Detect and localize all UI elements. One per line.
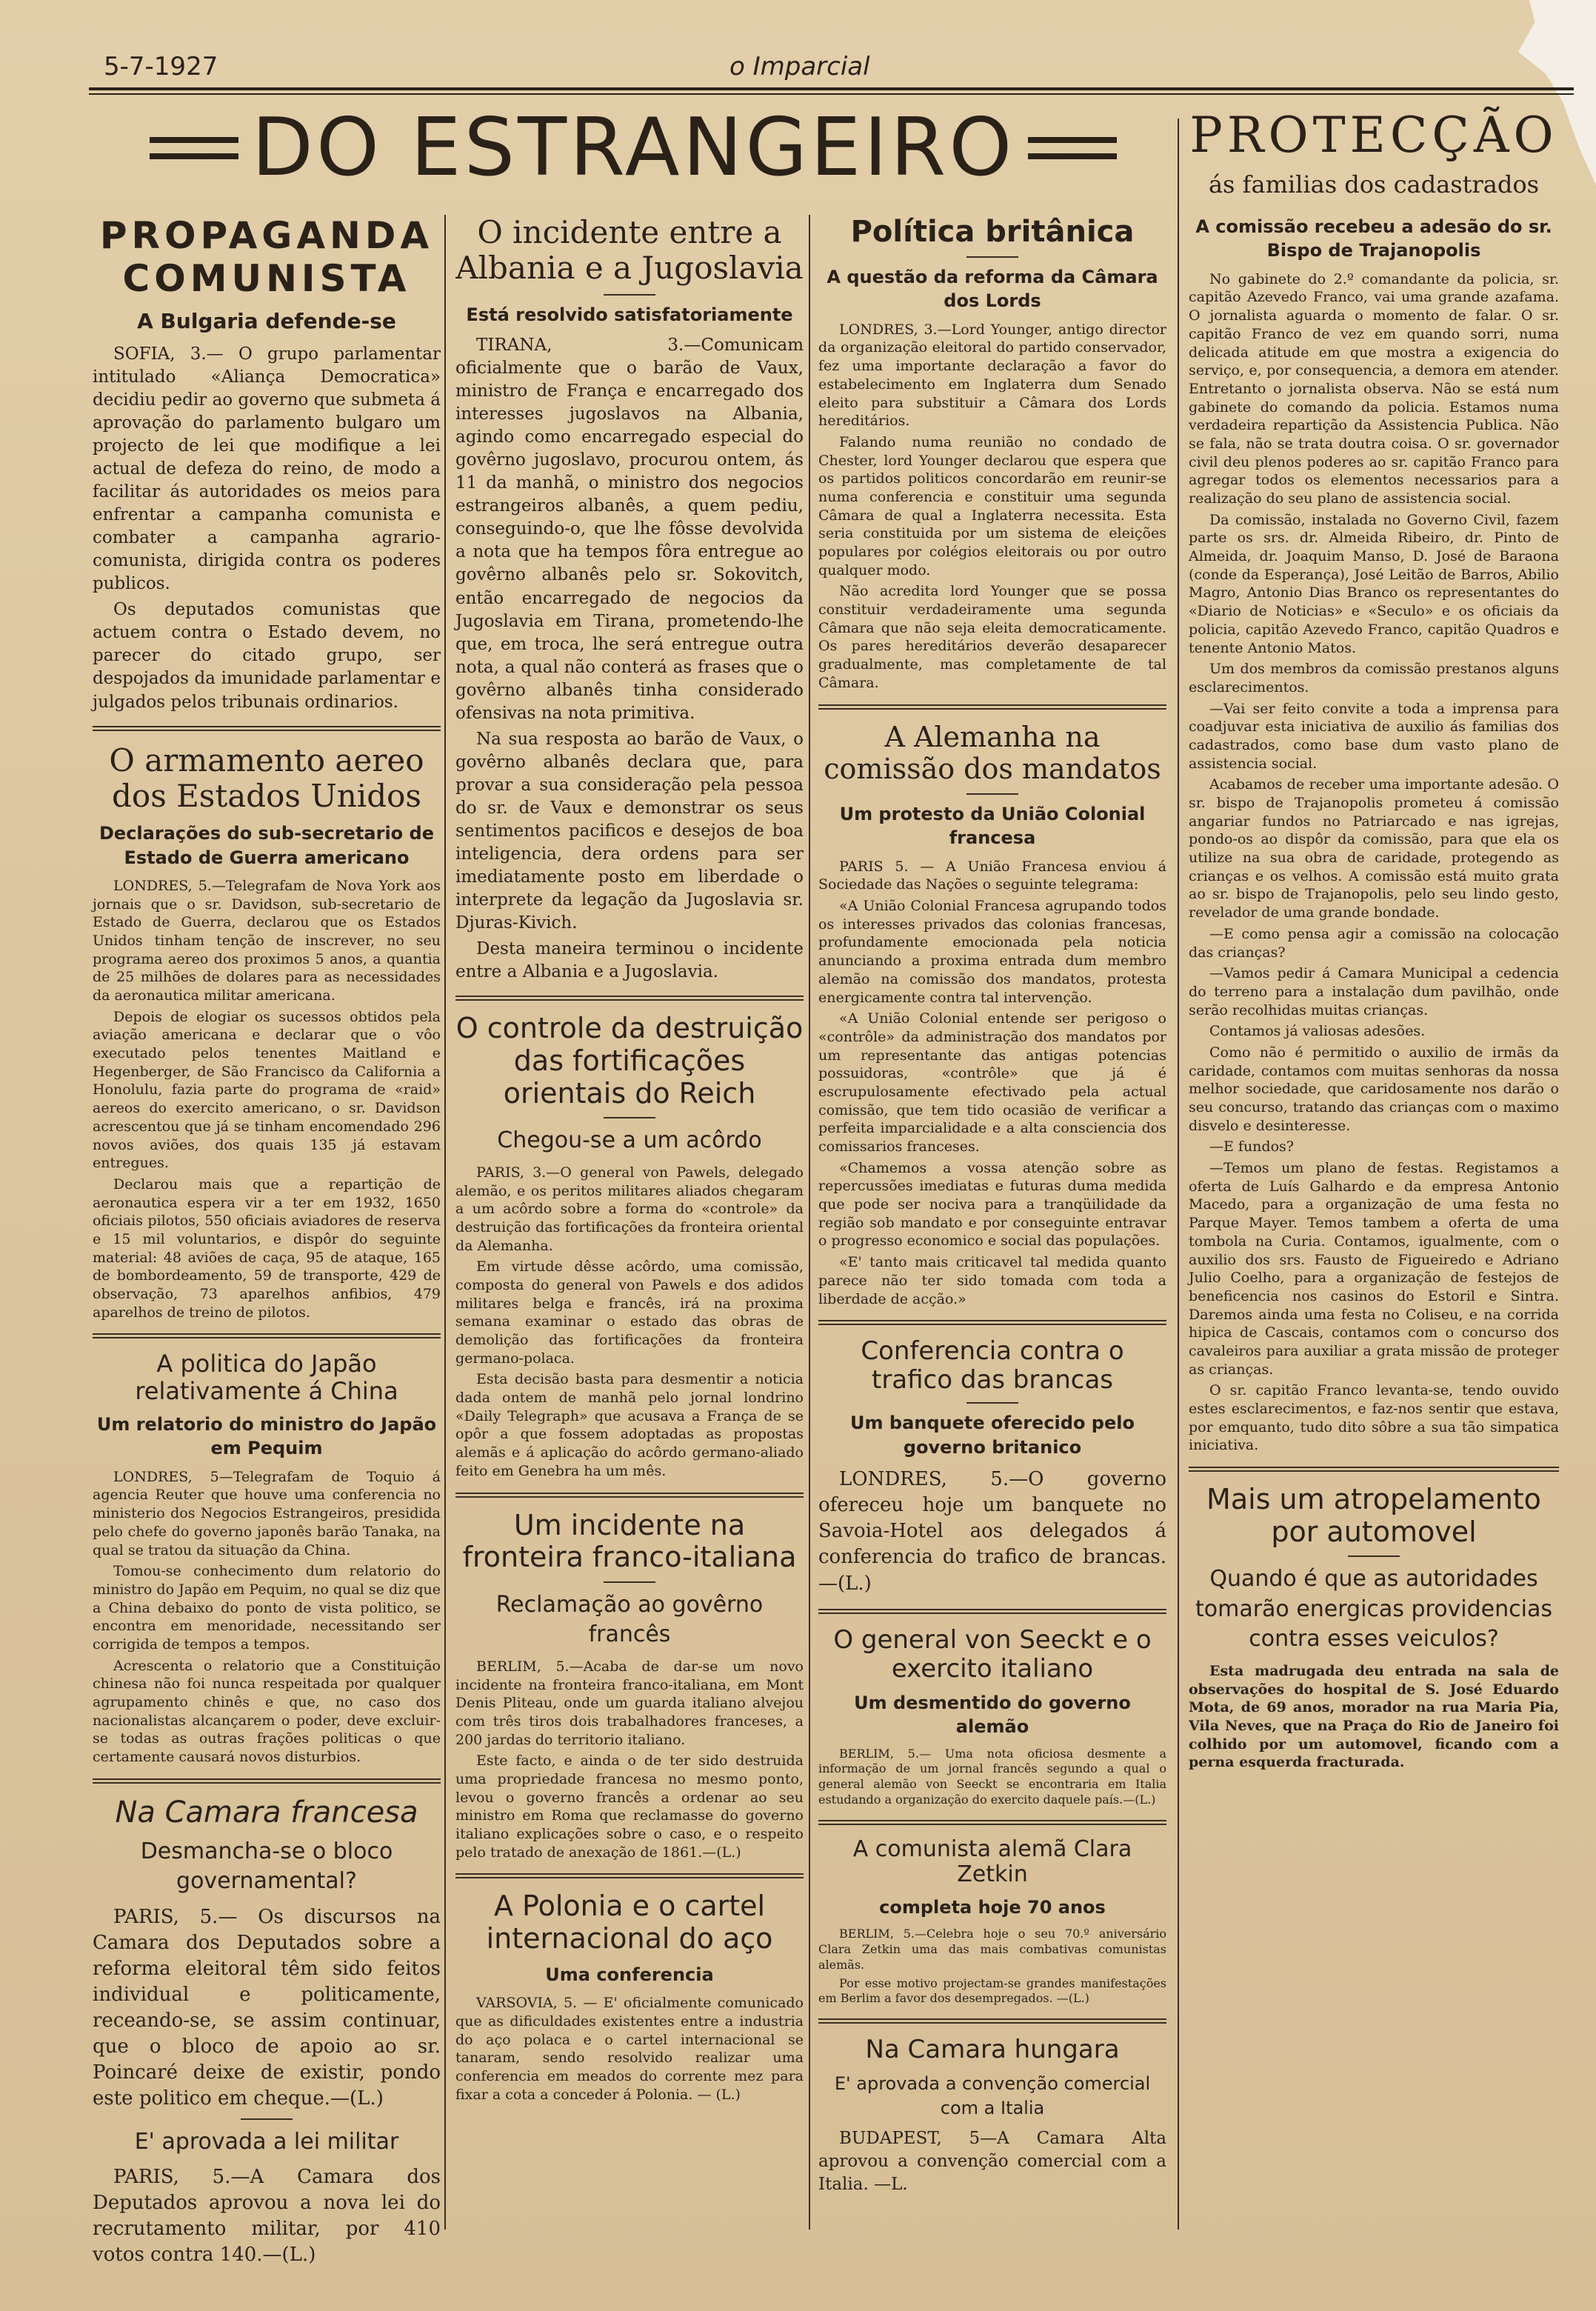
article-headline: A Polonia e o cartel internacional do aço: [486, 1890, 773, 1955]
column-rule: [809, 215, 810, 2230]
article-subheadline: Uma conferencia: [545, 1964, 714, 1985]
article-paragraph: «E' tanto mais criticavel tal medida quanto parece não ter sido tomada com toda a liberdade de acção.»: [818, 1254, 1166, 1307]
article-paragraph: TIRANA, 3.—Comunicam oficialmente que o barão de Vaux, ministro de França e encarregado dos interesses jugoslavos na Albania, agindo como encarregado especial do govêrno jugoslavo, procurou ontem, ás 11 da manhã, o ministro dos negocios estrangeiros albanês, a quem pediu, conseguindo-o, que lhe fôsse devolvida a nota que ha tempos fôra entregue ao govêrno albanês pelo sr. Sokovitch, então encarregado de negocios da Jugoslavia em Tirana, prometendo-lhe que, em troca, lhe será entregue outra nota, a qual não conterá as frases que o govêrno albanês tinha considerado ofensivas na nota primitiva.: [455, 335, 804, 723]
article-divider: [455, 1873, 804, 1878]
article-paragraph: —Temos um plano de festas. Registamos a oferta de Luís Galhardo e da empresa Antonio Macedo, para a organização de uma festa no Parque Mayer. Temos tambem a oferta de uma tombola na Curia. Contamos, igualmente, com o auxilio dos srs. Fausto de Figueiredo e Adriano Julio Coelho, para a organização de festejos de beneficencia nos casinos do Estoril e Sintra. Daremos ainda uma festa no Coliseu, e na corrida hipica de Cascais, contamos com o concurso dos cavaleiros para auxiliar a grata missão de proteger as crianças.: [1189, 1160, 1559, 1378]
article-paragraph: Tomou-se conhecimento dum relatorio do ministro do Japão em Pequim, no qual se diz que a China debaixo do ponto de vista politico, se encontra em menoridade, necessitando ser corrigida de tempos a tempos.: [93, 1563, 441, 1653]
protection-title: PROTECÇÃO: [1189, 107, 1558, 164]
protection-banner: [1189, 107, 1559, 199]
article-subheadline: Um banquete oferecido pelo governo britanico: [850, 1413, 1135, 1458]
article-paragraph: Este facto, e ainda o de ter sido destruida uma propriedade francesa no mesmo ponto, levou o governo francês a ordenar ao seu ministro em Roma que reclamasse do governo italiano explicações sobre o caso, e o respeito pelo tratado de anexação de 1861.—(L.): [455, 1753, 804, 1861]
article-paragraph: Contamos já valiosas adesões.: [1209, 1023, 1426, 1040]
article-headline: A comunista alemã Clara Zetkin: [852, 1835, 1132, 1888]
article-headline: Conferencia contra o trafico das brancas: [861, 1336, 1124, 1395]
article-paragraph: PARIS, 5.—A Camara dos Deputados aprovou a nova lei do recrutamento militar, por 410 votos contra 140.—(L.): [93, 2166, 441, 2267]
article-paragraph: PARIS 5. — A União Francesa enviou á Sociedade das Nações o seguinte telegrama:: [818, 858, 1166, 893]
article-divider: [604, 1117, 655, 1118]
article-subheadline: Um protesto da União Colonial francesa: [839, 803, 1146, 849]
article-headline: Na Camara hungara: [865, 2035, 1120, 2065]
article-paragraph: Na sua resposta ao barão de Vaux, o govêrno albanês declara que, para provar a sua consideração pela pessoa do sr. de Vaux e demonstrar os seus sentimentos pacificos e desejos de boa inteligencia, dera ordens para ser imediatamente posto em liberdade o interprete da legação da Jugoslavia sr. Djuras-Kivich.: [455, 729, 804, 933]
column-3: [818, 215, 1166, 2199]
article-divider: [966, 256, 1018, 258]
article-paragraph: Declarou mais que a repartição de aeronautica espera vir a ter em 1932, 1650 oficiais pilotos, 550 oficiais aviadores de reserva e 15 mil voluntarios, e dispôr do seguinte material: 48 aviões de caça, 95 de ataque, 165 de bombordeamento, 59 de transporte, 429 de observação, 73 aparelhos anfibios, 479 aparelhos de treino de pilotos.: [93, 1175, 441, 1321]
article-paragraph: Em virtude dêsse acôrdo, uma comissão, composta do general von Pawels e dos adidos militares belga e francês, irá na proxima semana examinar o estado das obras de demolição das fortificações da fronteira germano-polaca.: [455, 1258, 804, 1367]
article-paragraph: Desta maneira terminou o incidente entre a Albania e a Jugoslavia.: [455, 939, 804, 982]
article-divider: [1348, 1555, 1400, 1557]
article-paragraph: Esta decisão basta para desmentir a noticia dada ontem de manhã pelo jornal londrino «Daily Telegraph» que acusava a França de se opôr a que fossem adoptadas as propostas alemãs e á aplicação do acôrdo germano-aliado feito em Genebra ha um mês.: [455, 1371, 804, 1479]
header-rule: [89, 87, 1574, 90]
article-divider: [818, 1820, 1166, 1825]
article-headline: Um incidente na fronteira franco-italiana: [462, 1508, 797, 1574]
article-paragraph: BUDAPEST, 5—A Camara Alta aprovou a convenção comercial com a Italia. —L.: [818, 2129, 1166, 2195]
header-rule-thin: [89, 93, 1574, 95]
article-paragraph: Como não é permitido o auxilio de irmãs da caridade, contamos com muitas senhoras da nossa melhor sociedade, que caridosamente nos darão o seu concurso, tratando das crianças com o maximo disvelo e desinteresse.: [1189, 1044, 1559, 1134]
column-rule: [1178, 119, 1179, 2230]
article-divider: [1189, 1467, 1559, 1472]
article-divider: [93, 1778, 441, 1784]
article-paragraph: Um dos membros da comissão prestanos alguns esclarecimentos.: [1189, 661, 1559, 696]
article-paragraph: Depois de elogiar os sucessos obtidos pela aviação americana e declarar que o vôo executado pelos tenentes Maitland e Hegenberger, de São Francisco da California a Honolulu, fazia parte do programa de «raid» aereos do exercito americano, o sr. Davidson acrescentou que já se tinham encomendado 296 novos aviões, dos quais 135 já estavam entregues.: [93, 1008, 441, 1172]
article-paragraph: SOFIA, 3.— O grupo parlamentar intitulado «Aliança Democratica» decidiu pedir ao governo que submeta á aprovação do parlamento bulgaro um projecto de lei que modifique a lei actual de defeza do reino, de modo a facilitar ás autoridades os meios para enfrentar a campanha comunista e combater a campanha agrario-comunista, dirigida contra os poderes publicos.: [93, 344, 441, 594]
banner-ornament-left: [150, 137, 238, 159]
article-headline: E' aprovada a lei militar: [134, 2128, 399, 2155]
article-paragraph: —E como pensa agir a comissão na colocação das crianças?: [1189, 925, 1559, 961]
banner-ornament-right: [1028, 137, 1117, 159]
article-paragraph: Por esse motivo projectam-se grandes manifestações em Berlim a favor dos desempregados. —(L.): [818, 1975, 1166, 2006]
column-rule: [444, 215, 446, 2230]
article-divider: [93, 1333, 441, 1338]
article-paragraph: Acrescenta o relatorio que a Constituição chinesa não foi nunca respeitada por qualquer agrupamento chinês e que, no caso dos nacionalistas alcançarem o poder, deve excluir-se todas as outras frações politicas o que certamente causará novos disturbios.: [93, 1657, 441, 1766]
article-paragraph: Acabamos de receber uma importante adesão. O sr. bispo de Trajanopolis prometeu á comissão angariar fundos no Patriarcado e nas igrejas, pondo-os ao dispôr da comissão, para que ela os utilize na sua obra de caridade, protegendo as crianças e os velhos. A comissão está muito grata ao sr. bispo de Trajanopolis, pelo seu lindo gesto, revelador de uma grande bondade.: [1189, 776, 1559, 921]
article-paragraph: Falando numa reunião no condado de Chester, lord Younger declarou que espera que os partidos politicos concordarão em reunir-se numa conferencia e constituir uma segunda Câmara de qual a Inglaterra necessita. Esta seria constituida por um sistema de eleições populares por colégios eleitorais ou por outro qualquer modo.: [818, 433, 1166, 578]
article-headline: O incidente entre a Albania e a Jugoslavia: [455, 214, 804, 287]
article-subheadline: Um relatorio do ministro do Japão em Pequim: [96, 1414, 437, 1459]
article-subheadline: completa hoje 70 anos: [879, 1896, 1106, 1918]
article-paragraph: —Vamos pedir á Camara Municipal a cedencia do terreno para a instalação dum pavilhão, onde serão recolhidas muitas crianças.: [1189, 965, 1559, 1018]
article-paragraph: Esta madrugada deu entrada na sala de observações do hospital de S. José Eduardo Mota, de 69 anos, morador na rua Maria Pia, Vila Neves, que na Praça do Rio de Janeiro foi colhido por um automovel, ficando com a perna esquerda fracturada.: [1189, 1662, 1559, 1771]
article-subheadline: Declarações do sub-secretario de Estado de Guerra americano: [99, 823, 434, 868]
article-divider: [604, 294, 655, 296]
article-paragraph: No gabinete do 2.º comandante da policia, sr. capitão Azevedo Franco, vai uma grande azafama. O jornalista aguarda o momento de falar. O sr. capitão Franco de vez em quando sorri, numa delicada atitude em que mostra a exigencia do serviço, e, por consequencia, a demora em atender. Entretanto o jornalista observa. Não se está num gabinete do comando da policia. Estamos numa verdadeira repartição da Assistencia Publica. Não se fala, não se trata doutra coisa. O sr. governador civil deu plenos poderes ao sr. capitão Franco para agregar todos os elementos necessarios para a realização do seu plano de assistencia social.: [1189, 270, 1559, 507]
article-paragraph: VARSOVIA, 5. — E' oficialmente comunicado que as dificuldades existentes entre a industria do aço polaca e o cartel internacional se tanaram, sendo resolvido realizar uma conferencia em meados do corrente mez para fixar a cota a conceder á Polonia. — (L.): [455, 1995, 804, 2103]
article-headline: PROPAGANDA COMUNISTA: [99, 214, 434, 300]
issue-date: 5-7-1927: [104, 52, 218, 81]
article-headline: Política britânica: [850, 215, 1135, 249]
article-paragraph: «A União Colonial entende ser perigoso o «contrôle» da administração dos mandatos por um representante das antigas potencias possuidoras, «contrôle» que já é escrupulosamente efectivado pela actual comissão, que tem tido ocasião de verificar a perfeita imparcialidade e a alta consciencia dos comissarios franceses.: [818, 1010, 1166, 1155]
article-subheadline: Quando é que as autoridades tomarão energicas providencias contra esses veiculos?: [1195, 1566, 1552, 1653]
column-1: [93, 215, 441, 2271]
article-subheadline: Desmancha-se o bloco governamental?: [140, 1838, 393, 1895]
article-divider: [241, 2118, 293, 2120]
article-paragraph: Da comissão, instalada no Governo Civil, fazem parte os srs. dr. Almeida Ribeiro, dr. Pinto de Almeida, dr. Joaquim Manso, D. José de Baraona (conde da Esperança), José Leitão de Barros, Abilio Magro, Antonio Dias Branco os representantes do «Diario de Noticias» e «Seculo» e os oficiais da policia, capitão Azevedo Franco, capitão Quadros e tenente Antonio Matos.: [1189, 511, 1559, 656]
column-4: [1189, 215, 1559, 1775]
article-headline: Mais um atropelamento por automovel: [1206, 1483, 1541, 1548]
article-paragraph: O sr. capitão Franco levanta-se, tendo ouvido estes esclarecimentos, e faz-nos sentir que estava, por emquanto, tudo dito sôbre a sua tão simpatica iniciativa.: [1189, 1382, 1559, 1454]
article-headline: O armamento aereo dos Estados Unidos: [109, 741, 424, 814]
article-subheadline: Chegou-se a um acôrdo: [497, 1127, 762, 1154]
newspaper-name: o Imparcial: [729, 52, 870, 81]
article-divider: [966, 793, 1018, 795]
article-paragraph: BERLIM, 5.— Uma nota oficiosa desmente a informação de um jornal francês segundo a qual o general alemão von Seeckt se encontraria em Italia estudando a organização do exercito daquele país.—(L.): [818, 1746, 1166, 1807]
article-headline: O controle da destruição das fortificações orientais do Reich: [455, 1012, 804, 1110]
article-subheadline: Um desmentido do governo alemão: [854, 1692, 1131, 1738]
article-subheadline: A comissão recebeu a adesão do sr. Bispo de Trajanopolis: [1195, 216, 1552, 261]
article-paragraph: Os deputados comunistas que actuem contra o Estado devem, no parecer do citado grupo, ser despojados da imunidade parlamentar e julgados pelos tribunais ordinarios.: [93, 600, 441, 712]
column-2: [455, 215, 804, 2107]
article-paragraph: «Chamemos a vossa atenção sobre as repercussões imediatas e futuras duma medida que pode ser nociva para a tranqüilidade da região sob mandato e por conseguinte entravar o progresso economico e social das populações.: [818, 1159, 1166, 1250]
article-paragraph: Não acredita lord Younger que se possa constituir verdadeiramente uma segunda Câmara que não seja eleita democraticamente. Os pares hereditários deverão desaparecer gradualmente, mas completamente de tal Câmara.: [818, 583, 1166, 691]
article-paragraph: LONDRES, 5—Telegrafam de Toquio á agencia Reuter que houve uma conferencia no ministerio dos Negocios Estrangeiros, presidida pelo chefe do governo japonês barão Tanaka, na qual se tratou da situação da China.: [93, 1468, 441, 1558]
article-subheadline: Reclamação ao govêrno francês: [495, 1591, 764, 1648]
section-banner: [93, 101, 1174, 194]
protection-subtitle: ás familias dos cadastrados: [1208, 170, 1540, 199]
article-divider: [818, 1320, 1166, 1325]
article-divider: [455, 1493, 804, 1498]
section-title: DO ESTRANGEIRO: [251, 101, 1015, 194]
article-paragraph: —Vai ser feito convite a toda a imprensa para coadjuvar esta iniciativa de auxilio ás familias dos cadastrados, como base dum vasto plano de assistencia social.: [1189, 700, 1559, 772]
article-paragraph: PARIS, 3.—O general von Pawels, delegado alemão, e os peritos militares aliados chegaram a um acôrdo sobre a forma do «controle» da destruição das fortificações da fronteira oriental da Alemanha.: [455, 1164, 804, 1254]
article-divider: [818, 704, 1166, 710]
article-headline: Na Camara francesa: [115, 1795, 418, 1830]
article-divider: [818, 2018, 1166, 2024]
article-paragraph: —E fundos?: [1209, 1138, 1294, 1156]
article-headline: A politica do Japão relativamente á China: [135, 1350, 398, 1406]
article-subheadline: E' aprovada a convenção comercial com a Italia: [834, 2073, 1151, 2118]
article-paragraph: BERLIM, 5.—Acaba de dar-se um novo incidente na fronteira franco-italiana, em Mont Denis Pliteau, onde um guarda italiano alvejou com três tiros dois trabalhadores franceses, a 200 jardas do territorio italiano.: [455, 1658, 804, 1748]
article-divider: [604, 1581, 655, 1583]
article-paragraph: PARIS, 5.— Os discursos na Camara dos Deputados sobre a reforma eleitoral têm sido feitos individual e politicamente, receando-se, se assim continuar, que o bloco de apoio ao sr. Poincaré deixe de existir, pondo este politico em cheque.—(L.): [93, 1905, 441, 2110]
article-subheadline: A questão da reforma da Câmara dos Lords: [827, 267, 1158, 312]
article-subheadline: A Bulgaria defende-se: [137, 309, 396, 333]
article-divider: [818, 1609, 1166, 1614]
article-divider: [455, 996, 804, 1001]
article-paragraph: «A União Colonial Francesa agrupando todos os interesses privados das colonias francesas, profundamente emocionada pela noticia anunciando a proxima entrada dum membro alemão na comissão dos mandatos, protesta energicamente contra tal intervenção.: [818, 898, 1166, 1006]
article-headline: A Alemanha na comissão dos mandatos: [824, 720, 1161, 786]
article-divider: [93, 726, 441, 731]
article-divider: [966, 1402, 1018, 1404]
article-headline: O general von Seeckt e o exercito italiano: [833, 1624, 1152, 1684]
article-paragraph: LONDRES, 3.—Lord Younger, antigo director da organização eleitoral do partido conservador, fez uma importante declaração a favor do estabelecimento em Inglaterra dum Senado eleito para substituir a Câmara dos Lords hereditários.: [818, 321, 1166, 430]
article-paragraph: LONDRES, 5.—Telegrafam de Nova York aos jornais que o sr. Davidson, sub-secretario de Estado de Guerra, declarou que os Estados Unidos tinham tenção de inscrever, no seu programa aereo dos proximos 5 anos, a quantia de 25 milhões de dolares para as necessidades da aeronautica militar americana.: [93, 877, 441, 1004]
article-paragraph: LONDRES, 5.—O governo ofereceu hoje um banquete no Savoia-Hotel aos delegados á conferencia do trafico de brancas. —(L.): [818, 1468, 1166, 1595]
article-paragraph: BERLIM, 5.—Celebra hoje o seu 70.º aniversário Clara Zetkin uma das mais combativas comunistas alemãs.: [818, 1927, 1166, 1972]
article-subheadline: Está resolvido satisfatoriamente: [466, 304, 793, 325]
